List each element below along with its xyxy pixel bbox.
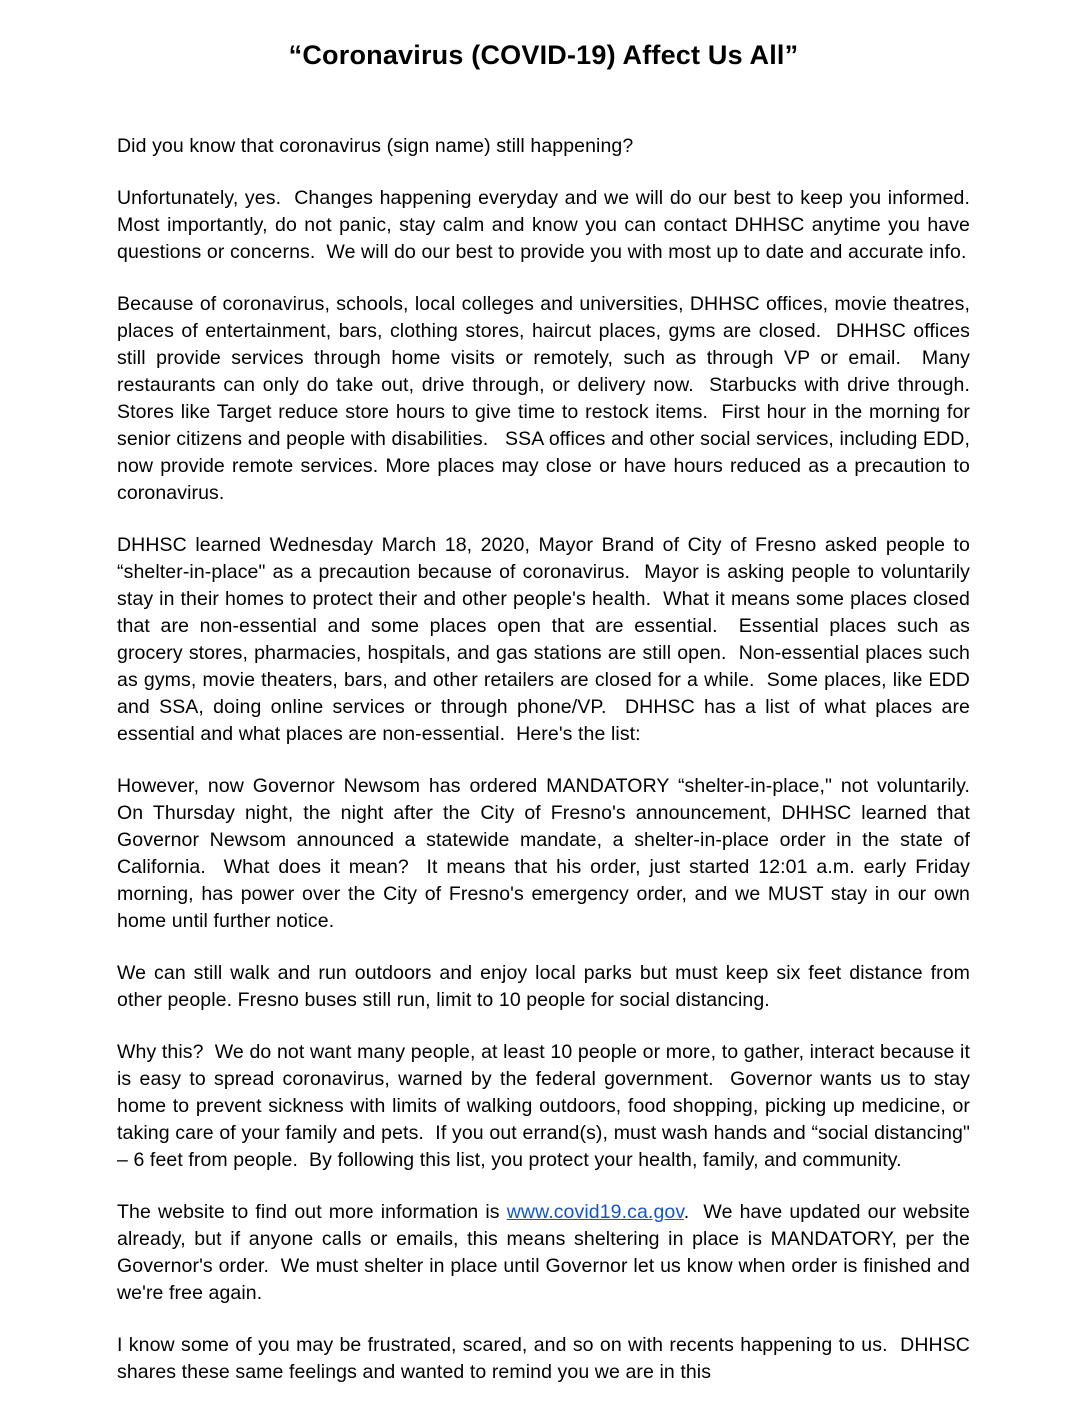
paragraph-shelter-in-place: DHHSC learned Wednesday March 18, 2020, Mayor Brand of City of Fresno asked people to “shelter-in-place" as a precaution because of coronavirus. Mayor is asking people to voluntarily stay in their homes to protect their and other people's health. What it means some places closed that are non-essential and some places open that are essential. Essential places such as grocery stores, pharmacies, hospitals, and gas stations are still open. Non-essential places such as gyms, movie theaters, bars, and other retailers are closed for a while. Some places, like EDD and SSA, doing online services or through phone/VP. DHHSC has a list of what places are essential and what places are non-essential. Here's the list: [117, 534, 976, 745]
paragraph-website [117, 1199, 976, 1307]
website-text-after: . We have updated our website already, but if anyone calls or emails, this means sheltering in place is MANDATORY, per the Governor's order. We must shelter in place until Governor let us know when order is finished and we're free again. [117, 1201, 976, 1304]
paragraph-why-this: Why this? We do not want many people, at least 10 people or more, to gather, interact because it is easy to spread coronavirus, warned by the federal government. Governor wants us to stay home to prevent sickness with limits of walking outdoors, food shopping, picking up medicine, or taking care of your family and pets. If you out errand(s), must wash hands and “social distancing" – 6 feet from people. By following this list, you protect your health, family, and community. [117, 1041, 976, 1171]
website-text-before: The website to find out more information is [117, 1201, 507, 1223]
paragraph-closures: Because of coronavirus, schools, local colleges and universities, DHHSC offices, movie theatres, places of entertainment, bars, clothing stores, haircut places, gyms are closed. DHHSC offices still provide services through home visits or remotely, such as through VP or email. Many restaurants can only do take out, drive through, or delivery now. Starbucks with drive through. Stores like Target reduce store hours to give time to restock items. First hour in the morning for senior citizens and people with disabilities. SSA offices and other social services, including EDD, now provide remote services. More places may close or have hours reduced as a precaution to coronavirus. [117, 293, 982, 504]
paragraph-outdoors: We can still walk and run outdoors and enjoy local parks but must keep six feet distance from other people. Fresno buses still run, limit to 10 people for social distancing. [117, 962, 976, 1011]
paragraph-question: Did you know that coronavirus (sign name) still happening? [117, 135, 634, 157]
covid-website-link[interactable]: www.covid19.ca.gov [506, 1201, 684, 1223]
paragraph-changes: Unfortunately, yes. Changes happening everyday and we will do our best to keep you informed. Most importantly, do not panic, stay calm and know you can contact DHHSC anytime you have questions or concerns. We will do our best to provide you with most up to date and accurate info. [117, 187, 982, 263]
paragraph-closing: I know some of you may be frustrated, scared, and so on with recents happening to us. DHHSC shares these same feelings and wanted to remind you we are in this [117, 1334, 976, 1383]
document-title: “Coronavirus (COVID-19) Affect Us All” [288, 40, 799, 70]
paragraph-mandatory-order: However, now Governor Newsom has ordered MANDATORY “shelter-in-place," not voluntarily. On Thursday night, the night after the City of Fresno's announcement, DHHSC learned that Governor Newsom announced a statewide mandate, a shelter-in-place order in the state of California. What does it mean? It means that his order, just started 12:01 a.m. early Friday morning, has power over the City of Fresno's emergency order, and we MUST stay in our own home until further notice. [117, 775, 976, 932]
